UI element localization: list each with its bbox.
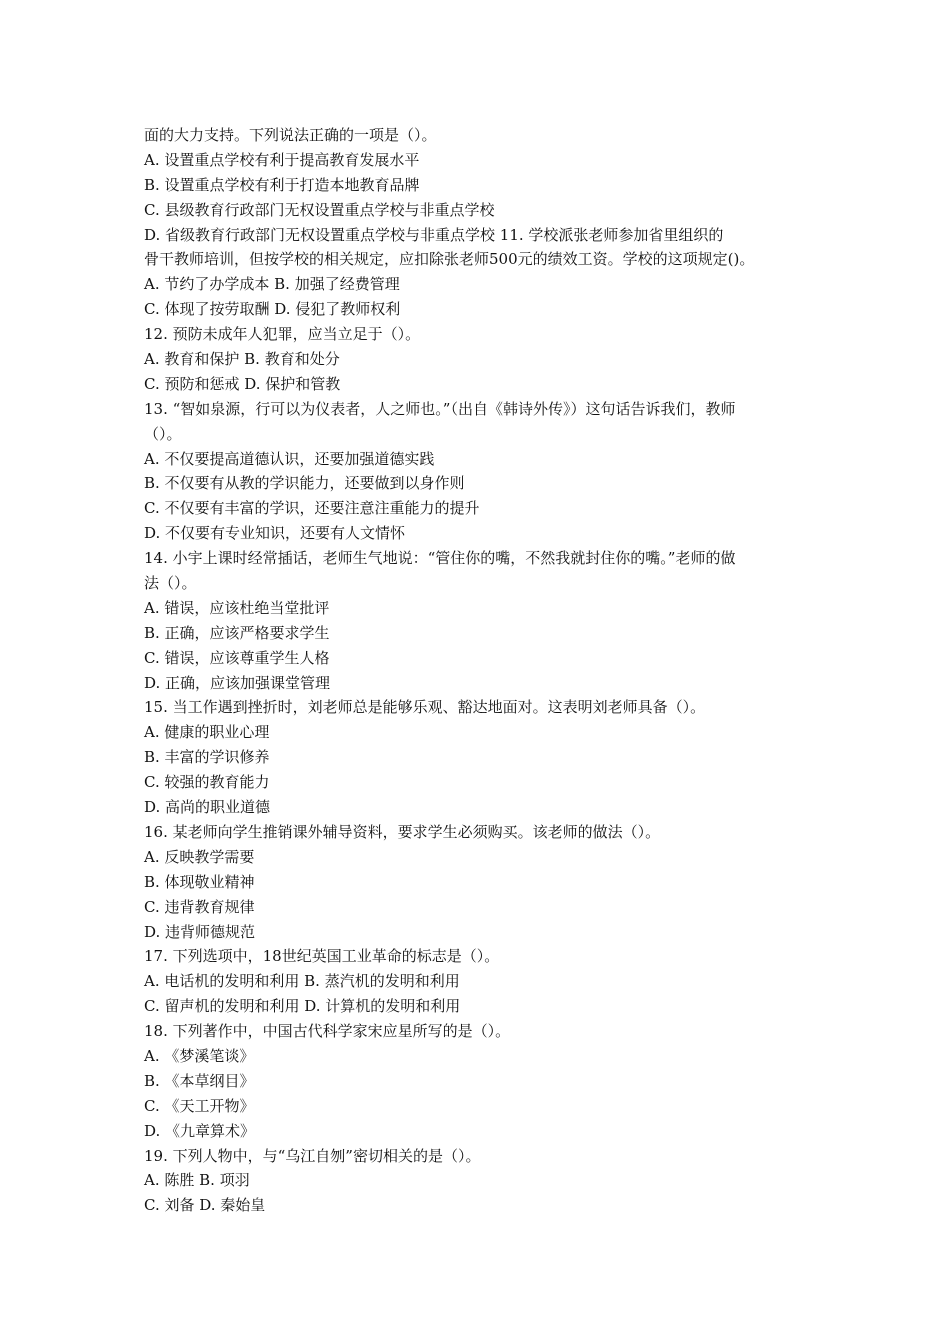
option-line: B. 丰富的学识修养: [144, 748, 270, 767]
option-line: B. 正确，应该严格要求学生: [144, 623, 330, 642]
option-line: A. 陈胜 B. 项羽: [144, 1171, 250, 1190]
option-line: C. 预防和惩戒 D. 保护和管教: [144, 374, 341, 393]
option-line: A. 节约了办学成本 B. 加强了经费管理: [144, 275, 400, 294]
question-line: 19. 下列人物中，与“乌江自刎”密切相关的是（）。: [144, 1146, 481, 1165]
question-line: 15. 当工作遇到挫折时，刘老师总是能够乐观、豁达地面对。这表明刘老师具备（）。: [144, 698, 706, 717]
option-line: C. 刘备 D. 秦始皇: [144, 1196, 266, 1215]
option-line: C. 体现了按劳取酬 D. 侵犯了教师权利: [144, 300, 401, 319]
option-line: C. 县级教育行政部门无权设置重点学校与非重点学校: [144, 200, 495, 219]
option-line: C. 不仅要有丰富的学识，还要注意注重能力的提升: [144, 499, 480, 518]
option-line: B. 设置重点学校有利于打造本地教育品牌: [144, 175, 420, 194]
option-line: D. 高尚的职业道德: [144, 798, 271, 817]
option-line: D. 省级教育行政部门无权设置重点学校与非重点学校 11. 学校派张老师参加省里组织的: [144, 225, 724, 244]
option-line: C. 留声机的发明和利用 D. 计算机的发明和利用: [144, 997, 461, 1016]
option-line: B. 体现敬业精神: [144, 872, 255, 891]
document-body: [144, 123, 814, 1218]
question-line: 13. “智如泉源，行可以为仪表者，人之师也。”（出自《韩诗外传》）这句话告诉我们，教师: [144, 399, 736, 418]
question-line: 17. 下列选项中，18世纪英国工业革命的标志是（）。: [144, 947, 500, 966]
question-line: 18. 下列著作中，中国古代科学家宋应星所写的是（）。: [144, 1022, 511, 1041]
option-line: D. 《九章算术》: [144, 1121, 256, 1140]
option-line: A. 电话机的发明和利用 B. 蒸汽机的发明和利用: [144, 972, 460, 991]
text-line: （）。: [144, 424, 182, 443]
option-line: C. 《天工开物》: [144, 1096, 255, 1115]
option-line: A. 反映教学需要: [144, 847, 255, 866]
option-line: A. 教育和保护 B. 教育和处分: [144, 350, 340, 369]
option-line: B. 不仅要有从教的学识能力，还要做到以身作则: [144, 474, 465, 493]
text-line: 骨干教师培训，但按学校的相关规定，应扣除张老师500元的绩效工资。学校的这项规定()。: [144, 250, 755, 269]
text-line: 面的大力支持。下列说法正确的一项是（）。: [144, 126, 437, 144]
text-line: 法（）。: [144, 574, 197, 593]
question-line: 16. 某老师向学生推销课外辅导资料，要求学生必须购买。该老师的做法（）。: [144, 822, 661, 841]
option-line: D. 违背师德规范: [144, 922, 256, 941]
option-line: C. 违背教育规律: [144, 897, 255, 916]
option-line: A. 错误，应该杜绝当堂批评: [144, 598, 330, 617]
option-line: B. 《本草纲目》: [144, 1071, 255, 1090]
option-line: A. 不仅要提高道德认识，还要加强道德实践: [144, 449, 435, 468]
option-line: D. 不仅要有专业知识，还要有人文情怀: [144, 524, 406, 543]
question-line: 14. 小宇上课时经常插话，老师生气地说：“管住你的嘴，不然我就封住你的嘴。”老师的做: [144, 549, 736, 568]
option-line: D. 正确，应该加强课堂管理: [144, 673, 331, 692]
option-line: C. 错误，应该尊重学生人格: [144, 648, 330, 667]
question-line: 12. 预防未成年人犯罪，应当立足于（）。: [144, 325, 421, 344]
option-line: A. 健康的职业心理: [144, 723, 270, 742]
option-line: A. 《梦溪笔谈》: [144, 1046, 255, 1065]
option-line: A. 设置重点学校有利于提高教育发展水平: [144, 150, 420, 169]
option-line: C. 较强的教育能力: [144, 773, 270, 792]
